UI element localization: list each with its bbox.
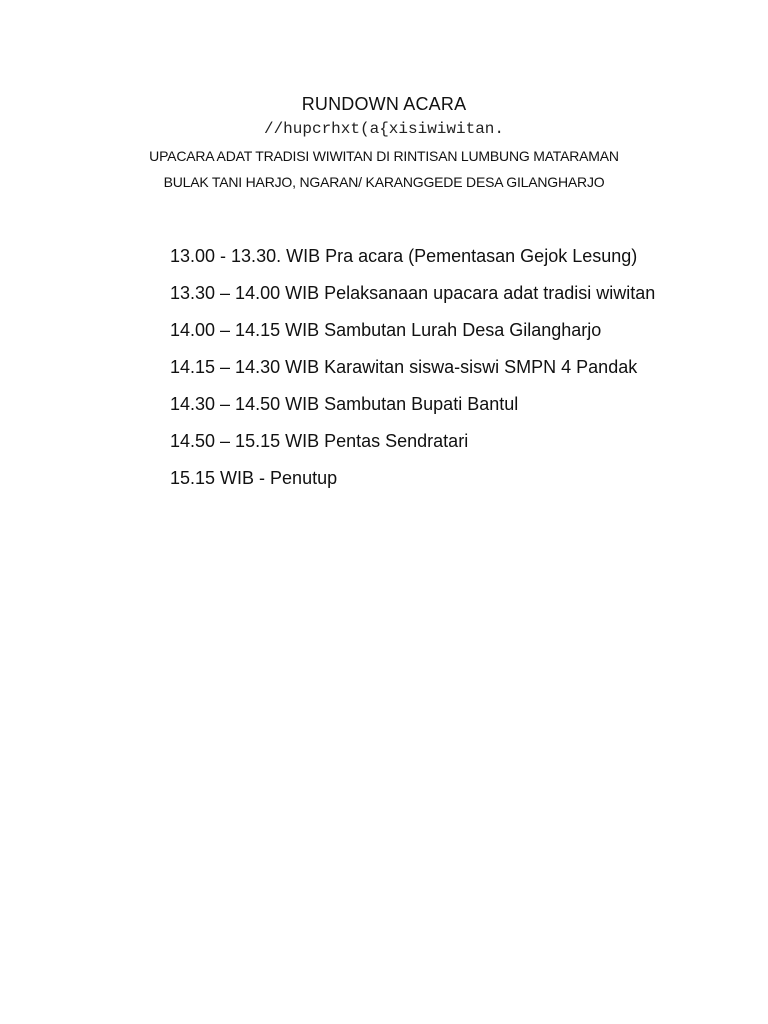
schedule-item: 14.15 – 14.30 WIB Karawitan siswa-siswi SMPN 4 Pandak xyxy=(170,357,638,377)
event-subtitle-line-1: UPACARA ADAT TRADISI WIWITAN DI RINTISAN LUMBUNG MATARAMAN xyxy=(149,148,619,164)
event-subtitle-line-2: BULAK TANI HARJO, NGARAN/ KARANGGEDE DESA GILANGHARJO xyxy=(163,174,605,190)
schedule-item: 14.50 – 15.15 WIB Pentas Sendratari xyxy=(170,431,469,451)
document-title: RUNDOWN ACARA xyxy=(301,94,467,114)
schedule-item: 15.15 WIB - Penutup xyxy=(170,468,338,488)
schedule-item: 14.00 – 14.15 WIB Sambutan Lurah Desa Gilangharjo xyxy=(170,320,602,340)
schedule-list xyxy=(170,238,655,497)
schedule-item: 14.30 – 14.50 WIB Sambutan Bupati Bantul xyxy=(170,394,519,414)
schedule-item: 13.00 - 13.30. WIB Pra acara (Pementasan Gejok Lesung) xyxy=(170,246,638,266)
schedule-item: 13.30 – 14.00 WIB Pelaksanaan upacara adat tradisi wiwitan xyxy=(170,283,656,303)
garbled-text-line: //hupcrhxt(a{xisiwiwitan. xyxy=(263,120,505,138)
